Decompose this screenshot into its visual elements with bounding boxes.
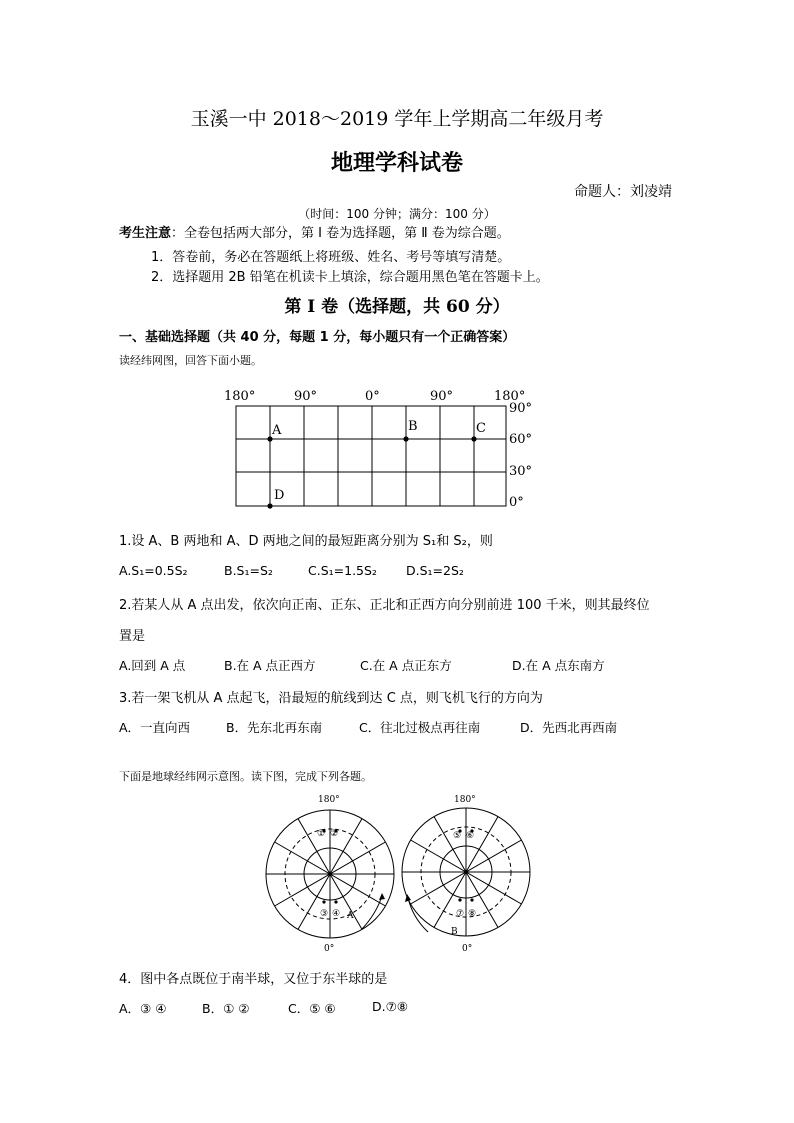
right-point-b: B [451, 927, 458, 937]
top-label-0: 0° [365, 389, 380, 404]
exam-title: 玉溪一中 2018～2019 学年上学期高二年级月考 [190, 108, 604, 130]
left-point-1: ① [317, 829, 326, 839]
point-a-label: A [272, 423, 282, 438]
top-label-90e: 90° [430, 389, 454, 404]
point-d-dot [267, 503, 272, 508]
question-2-option-d: D.在 A 点东南方 [512, 658, 605, 673]
question-3-stem: 3.若一架飞机从 A 点起飞，沿最短的航线到达 C 点，则飞机飞行的方向为 [119, 691, 543, 706]
question-2-option-b: B.在 A 点正西方 [224, 658, 316, 673]
question-2-stem-line2: 置是 [119, 629, 146, 644]
question-2-stem-line1: 2.若某人从 A 点出发，依次向正南、正东、正北和正西方向分别前进 100 千米，则其最终位 [119, 598, 650, 613]
question-1-option-c: C.S₁=1.5S₂ [308, 563, 377, 578]
point-d-label: D [274, 488, 285, 503]
question-1-option-b: B.S₁=S₂ [224, 563, 273, 578]
top-label-180e: 180° [494, 389, 526, 404]
question-3-option-c: C．往北过极点再往南 [359, 720, 481, 735]
point-c-dot [471, 436, 476, 441]
right-polar-wheel [402, 808, 530, 936]
question-3-option-b: B．先东北再东南 [226, 720, 323, 735]
left-point-4: ④ [332, 909, 341, 919]
question-4-option-c: C．⑤ ⑥ [288, 1001, 336, 1016]
notice-label: 考生注意 [119, 226, 172, 241]
point-c-label: C [476, 421, 486, 436]
right-top-label: 180° [454, 795, 476, 805]
question-1-option-a: A.S₁=0.5S₂ [119, 563, 188, 578]
question-1-stem: 1.设 A、B 两地和 A、D 两地之间的最短距离分别为 S₁和 S₂，则 [119, 534, 493, 549]
right-label-60: 60° [509, 432, 533, 447]
notice-line [119, 222, 510, 241]
point-b-dot [403, 436, 408, 441]
question-2-option-a: A.回到 A 点 [119, 658, 186, 673]
subject-title: 地理学科试卷 [330, 150, 463, 176]
left-bottom-label: 0° [324, 944, 335, 954]
part-title: 一、基础选择题（共 40 分，每题 1 分，每小题只有一个正确答案） [119, 330, 516, 345]
right-point-7: ⑦ [456, 909, 465, 919]
question-4-option-b: B．① ② [202, 1001, 250, 1016]
polar-graticule-figure [258, 794, 548, 954]
question-2-option-c: C.在 A 点正东方 [360, 658, 452, 673]
polar-intro: 下面是地球经纬网示意图。读下图，完成下列各题。 [119, 770, 372, 783]
top-label-90w: 90° [294, 389, 318, 404]
left-point-2: ② [330, 829, 339, 839]
right-label-0: 0° [509, 495, 524, 510]
right-point-8: ⑧ [468, 909, 477, 919]
right-point-6: ⑥ [466, 831, 475, 841]
left-point-3: ③ [320, 909, 329, 919]
section-title: 第 Ⅰ 卷（选择题，共 60 分） [284, 297, 510, 317]
graticule-grid-figure [222, 384, 542, 510]
question-4-option-d: D.⑦⑧ [372, 999, 409, 1014]
notice-text: ：全卷包括两大部分，第 Ⅰ 卷为选择题，第 Ⅱ 卷为综合题。 [171, 226, 510, 241]
grid-intro: 读经纬网图，回答下面小题。 [119, 354, 262, 367]
right-label-30: 30° [509, 464, 533, 479]
time-info: （时间：100 分钟；满分：100 分） [298, 207, 496, 221]
right-point-5: ⑤ [453, 831, 462, 841]
left-top-label: 180° [318, 795, 340, 805]
question-4-option-a: A．③ ④ [119, 1001, 167, 1016]
left-point-a: A [347, 911, 354, 921]
notice-item-1: 1．答卷前，务必在答题纸上将班级、姓名、考号等填写清楚。 [151, 250, 511, 265]
point-b-label: B [408, 419, 418, 434]
right-label-90: 90° [509, 401, 533, 416]
question-4-stem: 4．图中各点既位于南半球，又位于东半球的是 [119, 972, 388, 987]
top-label-180w: 180° [224, 389, 256, 404]
left-arrowhead [379, 893, 385, 900]
left-rotation-arrow [362, 896, 382, 929]
question-3-option-d: D．先西北再西南 [520, 720, 618, 735]
right-bottom-label: 0° [462, 944, 473, 954]
author-line: 命题人：刘凌靖 [574, 184, 672, 200]
question-3-option-a: A．一直向西 [119, 720, 191, 735]
question-1-option-d: D.S₁=2S₂ [406, 563, 464, 578]
notice-item-2: 2．选择题用 2B 铅笔在机读卡上填涂，综合题用黑色笔在答题卡上。 [151, 270, 549, 285]
